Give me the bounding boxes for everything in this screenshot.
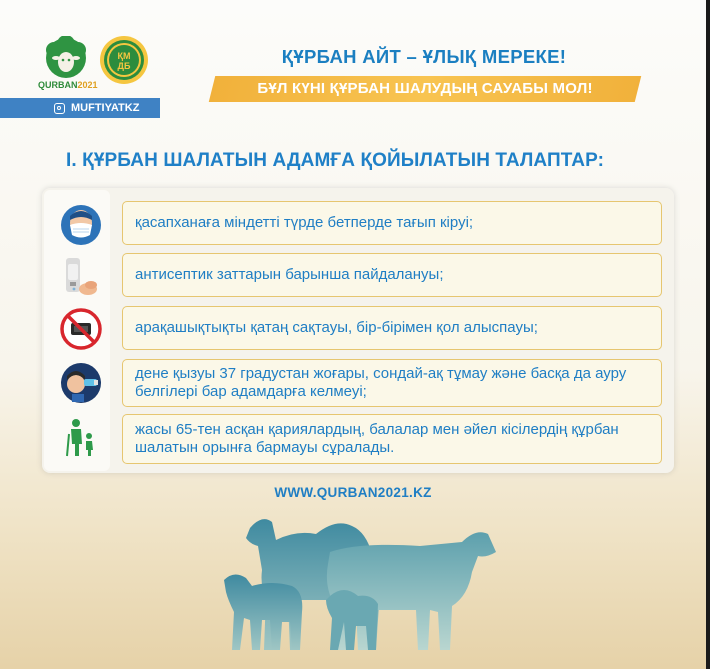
goat-silhouette bbox=[326, 590, 378, 650]
elderly-child-icon bbox=[60, 416, 102, 458]
qurban-logo-text: QURBAN2021 bbox=[38, 80, 98, 90]
qurban-sheep-logo bbox=[40, 36, 92, 84]
requirement-text: жасы 65-тен асқан қариялардың, балалар мен әйел кісілердің құрбан шалатын орынға бармауы сұралады. bbox=[135, 421, 619, 456]
instagram-icon bbox=[54, 103, 65, 114]
frame-edge bbox=[706, 0, 710, 669]
instagram-handle: MUFTIYATKZ bbox=[71, 102, 140, 114]
animals-illustration bbox=[0, 500, 706, 669]
requirement-text: қасапханаға міндетті түрде бетперде тағып кіруі; bbox=[135, 214, 474, 231]
requirement-row-temperature bbox=[122, 359, 662, 407]
no-handshake-icon bbox=[60, 308, 102, 350]
thermometer-icon bbox=[60, 362, 102, 404]
sanitizer-icon bbox=[60, 256, 102, 298]
requirement-row-antiseptic bbox=[122, 253, 662, 297]
svg-text:ДБ: ДБ bbox=[117, 61, 131, 71]
poster-title: ҚҰРБАН АЙТ – ҰЛЫҚ МЕРЕКЕ! bbox=[281, 46, 567, 67]
requirement-text: арақашықтықты қатаң сақтауы, бір-бірімен қол алыспауы; bbox=[135, 319, 538, 336]
requirement-row-distance bbox=[122, 306, 662, 350]
face-mask-icon bbox=[60, 204, 102, 246]
poster-subtitle-banner bbox=[209, 76, 641, 102]
svg-text:ҚМ: ҚМ bbox=[117, 51, 131, 61]
requirement-row-age bbox=[122, 414, 662, 464]
requirement-text: дене қызуы 37 градустан жоғары, сондай-ақ тұмау және басқа да ауру белгілері бар адамдарға келмеуі; bbox=[135, 365, 627, 400]
requirement-text: антисептик заттарын барынша пайдалануы; bbox=[135, 266, 444, 283]
dmdb-logo bbox=[99, 35, 149, 85]
instagram-handle-bar[interactable] bbox=[0, 98, 160, 118]
website-link[interactable]: WWW.QURBAN2021.KZ bbox=[274, 485, 432, 500]
poster-subtitle: БҰЛ КҮНІ ҚҰРБАН ШАЛУДЫҢ САУАБЫ МОЛ! bbox=[257, 80, 593, 97]
requirement-row-mask bbox=[122, 201, 662, 245]
section-heading: I. ҚҰРБАН ШАЛАТЫН АДАМҒА ҚОЙЫЛАТЫН ТАЛАПТАР: bbox=[66, 150, 605, 171]
